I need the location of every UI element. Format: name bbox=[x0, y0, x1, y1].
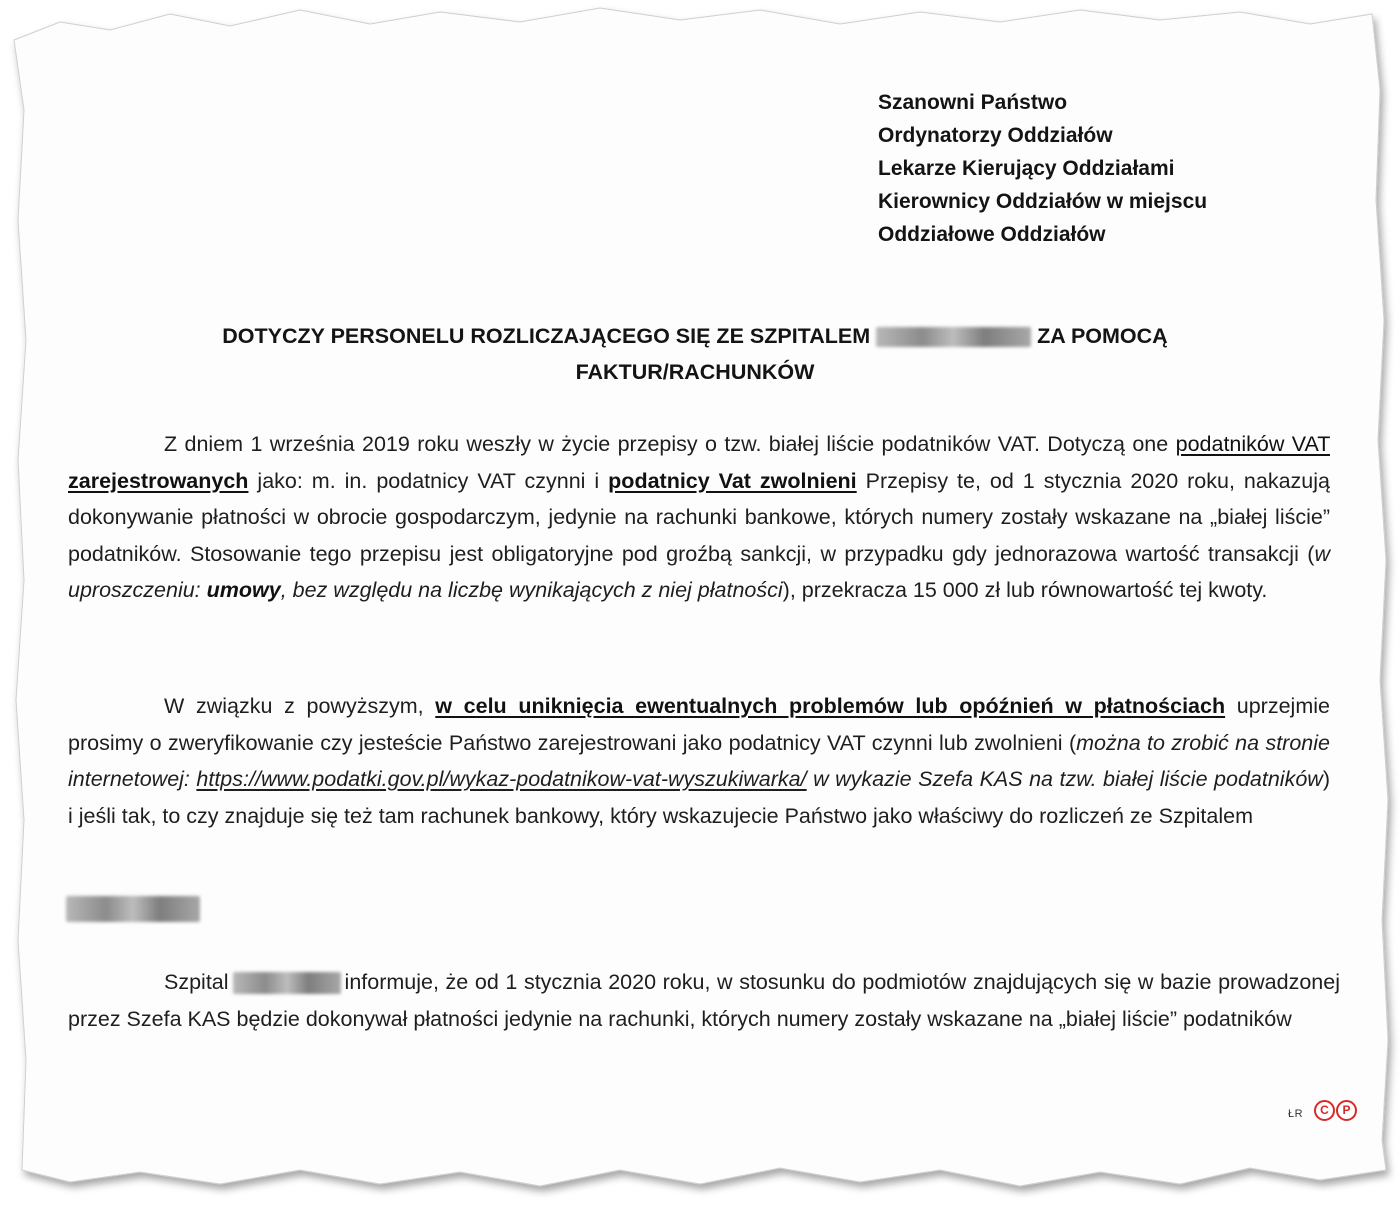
p1-text: Przepisy te, od 1 stycznia 2020 roku, nakazują dokonywanie płatności w obrocie gospodarczym, jedynie na rachunki bankowe, których numery zostały wskazane na „białej liście” podatników. Stosowanie tego przepisu jest obligatoryjne pod groźbą sankcji, w przypadku gdy jednorazowa wartość transakcji ( bbox=[68, 468, 1330, 566]
p1-bold-underlined: podatnicy Vat zwolnieni bbox=[608, 468, 857, 493]
paragraph-3 bbox=[68, 964, 1340, 1037]
paragraph-2 bbox=[68, 688, 1330, 834]
p2-text: W związku z powyższym, bbox=[164, 694, 424, 718]
p1-bold-italic: umowy bbox=[206, 578, 281, 602]
p2-bold-underlined: w celu uniknięcia ewentualnych problemów lub opóźnień w płatnościach bbox=[435, 694, 1226, 718]
letter-title bbox=[120, 318, 1270, 390]
redacted-hospital-name bbox=[66, 896, 200, 922]
p2-italic: w wykazie Szefa KAS na tzw. białej liście podatników bbox=[813, 767, 1323, 791]
p1-italic: , bez względu na liczbę wynikających z niej płatności bbox=[280, 578, 783, 602]
redacted-hospital-name bbox=[233, 972, 341, 994]
addressee-line: Lekarze Kierujący Oddziałami bbox=[878, 157, 1175, 180]
addressee-block bbox=[878, 86, 1207, 251]
logo-letter-c: C bbox=[1314, 1100, 1335, 1121]
p2-italic: można to zrobić na stronie internetowej: bbox=[68, 730, 1330, 791]
title-part-1: DOTYCZY PERSONELU ROZLICZAJĄCEGO SIĘ ZE SZPITALEM bbox=[222, 324, 871, 348]
p3-text: informuje, że od 1 stycznia 2020 roku, w stosunku do podmiotów znajdujących się w bazie prowadzonej przez Szefa KAS będzie dokonywał płatności jedynie na rachunki, których numery zostały wskazane na „białej liście” podatników bbox=[68, 970, 1340, 1031]
p1-text: Z dniem 1 września 2019 roku weszły w życie przepisy o tzw. białej liście podatników VAT. Dotyczą one bbox=[164, 432, 1169, 456]
p1-underlined: podatników VAT bbox=[1175, 432, 1330, 456]
copyright-logo bbox=[1314, 1100, 1357, 1121]
p2-text: uprzejmie prosimy o zweryfikowanie czy jesteście Państwo zarejestrowani jako podatnicy VAT czynni lub zwolnieni ( bbox=[68, 694, 1330, 755]
addressee-line: Kierownicy Oddziałów w miejscu bbox=[878, 190, 1208, 213]
p1-bold-underlined: zarejestrowanych bbox=[68, 468, 249, 493]
p3-text: Szpital bbox=[164, 970, 229, 994]
logo-letter-p: P bbox=[1336, 1100, 1357, 1121]
paragraph-1 bbox=[68, 426, 1330, 609]
addressee-line: Oddziałowe Oddziałów bbox=[878, 223, 1106, 246]
title-line-2: FAKTUR/RACHUNKÓW bbox=[575, 360, 815, 384]
p1-italic: w uproszczeniu: bbox=[68, 541, 1330, 602]
redacted-hospital-name bbox=[876, 327, 1031, 347]
title-part-2: ZA POMOCĄ bbox=[1037, 324, 1168, 348]
addressee-line: Ordynatorzy Oddziałów bbox=[878, 124, 1113, 147]
p2-text: ) i jeśli tak, to czy znajduje się też tam rachunek bankowy, który wskazujecie Państwo jako właściwy do rozliczeń ze Szpitalem bbox=[68, 767, 1330, 828]
author-initials: ŁR bbox=[1288, 1108, 1304, 1120]
podatki-gov-link[interactable]: https://www.podatki.gov.pl/wykaz-podatnikow-vat-wyszukiwarka/ bbox=[196, 767, 807, 791]
addressee-line: Szanowni Państwo bbox=[878, 91, 1068, 114]
p1-text: ), przekracza 15 000 zł lub równowartość tej kwoty. bbox=[782, 578, 1268, 602]
p1-text: jako: m. in. podatnicy VAT czynni i bbox=[257, 468, 600, 493]
